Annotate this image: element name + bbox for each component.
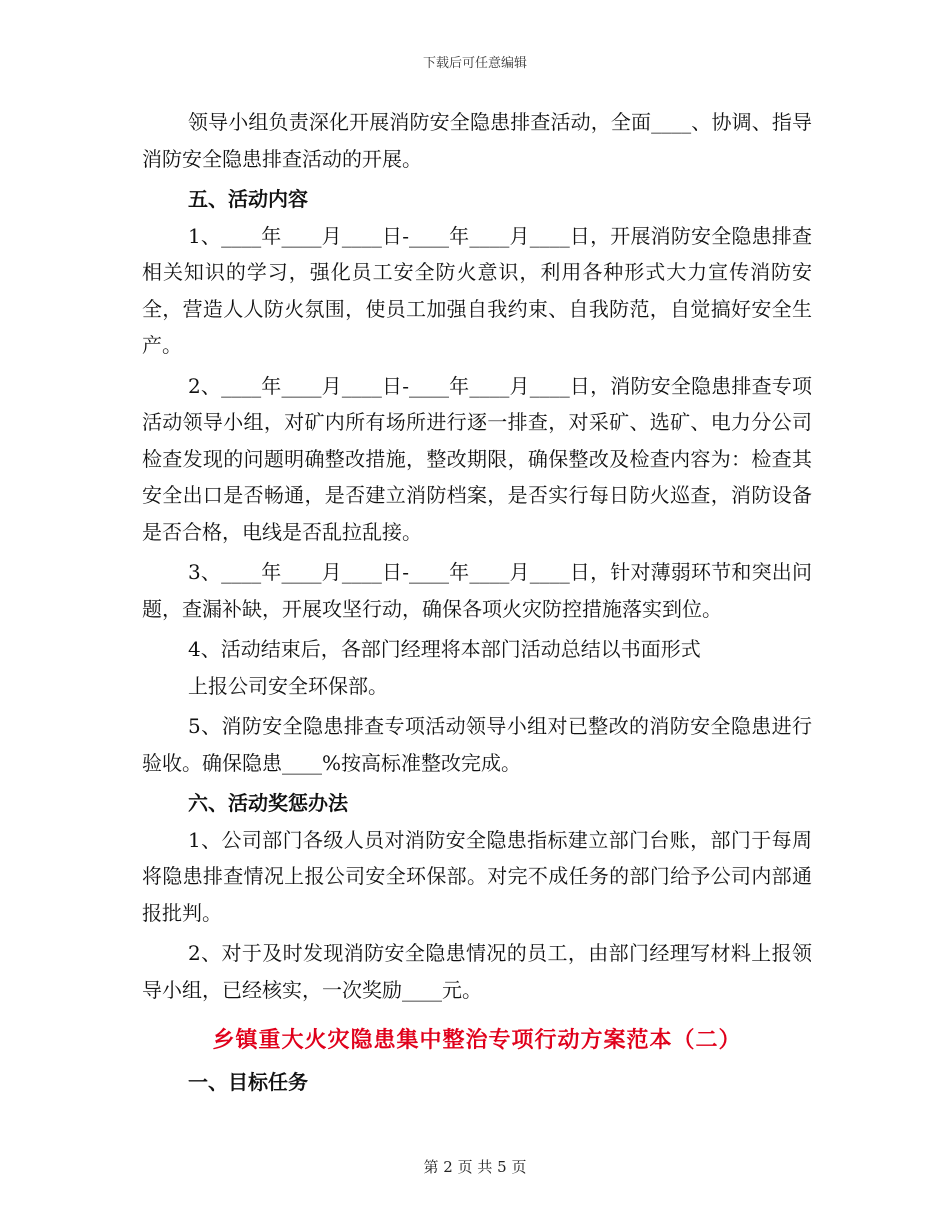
section-heading-activity-content: 五、活动内容 [188, 187, 308, 211]
activity-item-4-line-1: 4、活动结束后，各部门经理将本部门活动总结以书面形式 [188, 637, 701, 661]
document-title-part-2: 乡镇重大火灾隐患集中整治专项行动方案范本（二） [212, 1027, 742, 1053]
reward-item-1: 1、公司部门各级人员对消防安全隐患指标建立部门台账，部门于每周将隐患排查情况上报公司安全环保部。对完不成任务的部门给予公司内部通报批判。 [142, 827, 812, 925]
paragraph-leadership-duty: 领导小组负责深化开展消防安全隐患排查活动，全面____、协调、指导消防安全隐患排查活动的开展。 [142, 110, 812, 171]
reward-item-2: 2、对于及时发现消防安全隐患情况的员工，由部门经理写材料上报领导小组，已经核实，一次奖励____元。 [142, 941, 812, 1002]
section-heading-rewards-penalties: 六、活动奖惩办法 [188, 791, 348, 815]
page-header-note: 下载后可任意编辑 [422, 56, 527, 71]
page-number-footer: 第 2 页 共 5 页 [423, 1158, 527, 1176]
document-body [142, 104, 812, 1101]
activity-item-1: 1、____年____月____日-____年____月____日，开展消防安全隐患排查相关知识的学习，强化员工安全防火意识，利用各种形式大力宣传消防安全，营造人人防火氛围，使员工加强自我约束、自我防范，自觉搞好安全生产。 [142, 223, 812, 357]
activity-item-5: 5、消防安全隐患排查专项活动领导小组对已整改的消防安全隐患进行验收。确保隐患____%按高标准整改完成。 [142, 714, 812, 775]
activity-item-2: 2、____年____月____日-____年____月____日，消防安全隐患排查专项活动领导小组，对矿内所有场所进行逐一排查，对采矿、选矿、电力分公司检查发现的问题明确整改措施，整改期限，确保整改及检查内容为：检查其安全出口是否畅通，是否建立消防档案，是否实行每日防火巡查，消防设备是否合格，电线是否乱拉乱接。 [142, 373, 812, 544]
activity-item-4-line-2: 上报公司安全环保部。 [188, 673, 388, 698]
section-heading-objectives: 一、目标任务 [188, 1070, 308, 1094]
activity-item-3: 3、____年____月____日-____年____月____日，针对薄弱环节和突出问题，查漏补缺，开展攻坚行动，确保各项火灾防控措施落实到位。 [142, 560, 812, 621]
